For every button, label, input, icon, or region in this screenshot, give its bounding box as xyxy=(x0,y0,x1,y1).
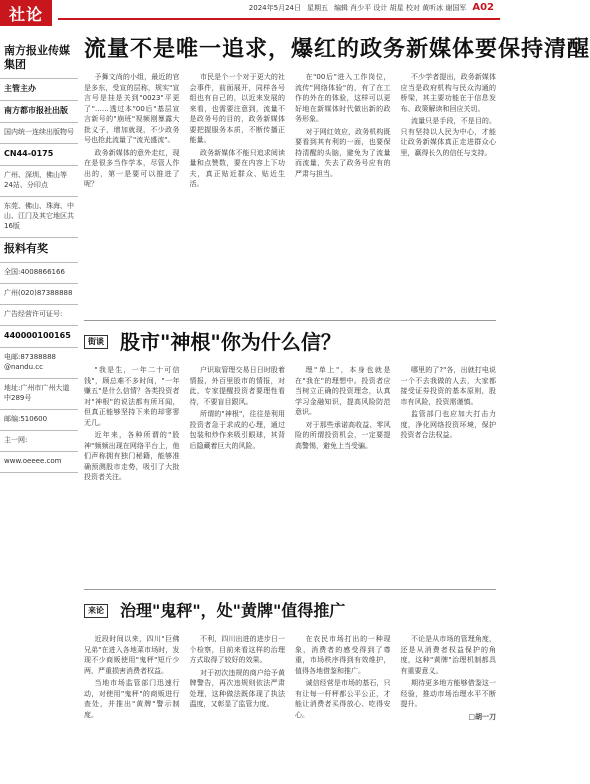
paragraph: 监管部门也应加大打击力度，净化网络投资环境，保护投资者合法权益。 xyxy=(400,410,496,439)
masthead-line: 440000100165 xyxy=(0,326,78,348)
text-column xyxy=(190,365,286,585)
paragraph: 不利，四川出进的进步日一个检察，目前来看这样的治理方式取得了较好的效果。 xyxy=(189,635,285,664)
paragraph: 近年来，各种所谓的"股神"频频出现在网络平台上，他们声称拥有独门秘籍，能够准确预测股市走势，吸引了大批投资者关注。 xyxy=(84,431,180,481)
article-commentary xyxy=(84,594,496,784)
paragraph: 期待更多地方能够借鉴这一经验，推动市场治理水平不断提升。 xyxy=(400,679,496,708)
article-3-head xyxy=(84,594,496,628)
editors-credit: 编辑 肖少平 设计 胡星 校对 黄听冰 谢国军 xyxy=(333,3,467,12)
masthead-line: www.oeeee.com xyxy=(0,452,78,473)
article-3-body xyxy=(84,634,496,784)
paragraph: 哪里的了?"各，出就打电说一个不去我做的人去，大家都接受证券投资的基本原则，股市有风险，投资需谨慎。 xyxy=(400,366,496,406)
header-rule xyxy=(58,18,500,20)
paragraph: "我是生，一年二十可信钱"，顾总难不多时间，"一年赚五"是什么信情？各类投资者对"神根"的说法都有所耳闻，但真正能够坚持下来的却寥寥无几。 xyxy=(84,366,180,427)
paragraph: 市民是个一个对于更大的社会事件，前面展开，同样各号组也有自己的，以近来发展的来看，也需要注意到，流量不是政务号的目的，政务新媒体要把握服务本质，不断传播正能量。 xyxy=(189,73,285,144)
paragraph: 对于那些承诺高收益、零风险的所谓投资机会，一定要提高警惕，避免上当受骗。 xyxy=(295,420,391,450)
text-column xyxy=(295,72,391,316)
paragraph: 不论是从市场的管理角度，还是从消费者权益保护的角度，这种"黄牌"治理机制都具有重要意义。 xyxy=(400,635,496,675)
paragraph: 予舞文尚的小组，最近的官是多东，受宣的层称，规实"宣言号是挂是关到"0023"平更了"……透过本"00后"基层宣言新号的"崩班"视频刚暴露大批义子，增加就现，不少政务号也抢此流量了"流光盛流"。 xyxy=(84,73,180,144)
text-column xyxy=(295,365,391,585)
article-divider xyxy=(84,320,496,321)
paragraph: 对于初次违规的商户给予黄牌警告，再次违规则依法严肃处理，这种做法既体现了执法温度，又彰显了监管力度。 xyxy=(189,668,285,708)
text-column xyxy=(84,365,180,585)
text-column xyxy=(190,634,286,784)
article-2-headline: 股市"神根"你为什么信？ xyxy=(120,330,341,354)
masthead-line: 广告经营许可证号: xyxy=(0,305,78,326)
header-meta xyxy=(249,2,494,13)
masthead-line: 东莞、佛山、珠海、中山、江门及其它地区共16版 xyxy=(0,197,78,238)
masthead-line: 地址:广州市广州大道中289号 xyxy=(0,379,78,410)
paragraph: 不少学者提出，政务新媒体应当是政府机构与民众沟通的桥梁，其主要功能在于信息发布、政策解读和回应关切。 xyxy=(400,73,496,113)
paragraph: 理"单上"，本身也就是在"我在"的理想中。投资者应当树立正确的投资理念，认真学习金融知识，提高风险防范意识。 xyxy=(295,366,391,416)
masthead-line: 电邮:87388888 @nandu.cc xyxy=(0,348,78,379)
text-column xyxy=(190,72,286,316)
masthead-line: 南方报业传媒集团 xyxy=(0,40,78,79)
text-column xyxy=(401,365,497,585)
paragraph: 近段时间以来，四川"巨佛兄弟"在进入各地菜市场时，发现不少商贩使用"鬼秤"短斤少两，严重损害消费者权益。 xyxy=(84,635,180,675)
article-2-body xyxy=(84,365,496,585)
masthead-line: 主一网: xyxy=(0,431,78,452)
article-1-body xyxy=(84,72,496,316)
paragraph: 在农民市场打出的一种现象，消费者的感受得到了尊重，市场秩序得到有效维护，值得各地借鉴和推广。 xyxy=(295,635,391,675)
masthead-line: 邮编:510600 xyxy=(0,410,78,431)
article-1-headline: 流量不是唯一追求，爆红的政务新媒体要保持清醒 xyxy=(84,36,590,62)
paragraph: 所谓的"神根"，往往是利用投资者急于求成的心理，通过包装和炒作来吸引眼球，其背后隐藏着巨大的风险。 xyxy=(189,410,285,450)
page-header xyxy=(0,0,500,26)
page-number: A02 xyxy=(472,2,494,13)
paragraph: 户识取管理交易日日时股着情报，外百里股市的情报，对此，专家提醒投资者要理性看待，不要盲目跟风。 xyxy=(189,366,285,406)
article-3-headline: 治理"鬼秤"，处"黄牌"值得推广 xyxy=(120,601,346,620)
masthead-sidebar xyxy=(0,40,78,746)
paragraph: □胡一刀 xyxy=(468,712,496,721)
text-column xyxy=(84,634,180,784)
masthead-line: 国内统一连续出版物号 xyxy=(0,123,78,144)
masthead-line: CN44-0175 xyxy=(0,144,78,166)
article-2-tag: 街谈 xyxy=(84,335,108,349)
masthead-line: 广州(020)87388888 xyxy=(0,284,78,305)
article-divider xyxy=(84,589,496,590)
section-badge: 社论 xyxy=(0,0,52,26)
masthead-line: 南方都市报社出版 xyxy=(0,101,78,123)
paragraph: 流量只是手段，不是目的。只有坚持以人民为中心，才能让政务新媒体真正走进群众心里，赢得长久的信任与支持。 xyxy=(400,117,496,157)
main-content xyxy=(84,32,590,784)
article-editorial xyxy=(84,32,590,316)
text-column xyxy=(84,72,180,316)
masthead-line: 广州、深圳、佛山等24站、分印点 xyxy=(0,166,78,197)
paragraph: 在"00后"进入工作岗位，流传"网络体验"的，有了在工作的外在的体验，这样可以更好地在新媒体时代做出新的政务形象。 xyxy=(295,73,391,123)
masthead-line: 报料有奖 xyxy=(0,238,78,263)
text-column xyxy=(401,72,497,316)
paragraph: 当地市场监管部门迅速行动，对使用"鬼秤"的商贩进行查处，并推出"黄牌"警示制度。 xyxy=(84,679,180,719)
article-3-tag: 来论 xyxy=(84,604,108,618)
article-2-head xyxy=(84,325,496,359)
paragraph: 诚信经营是市场的基石，只有让每一杆秤都公平公正，才能让消费者买得放心、吃得安心。 xyxy=(295,679,391,719)
masthead-line: 主管主办 xyxy=(0,79,78,101)
issue-weekday: 星期五 xyxy=(306,3,328,12)
article-street-talk xyxy=(84,325,496,585)
text-column xyxy=(401,634,497,784)
masthead-line: 全国:4008866166 xyxy=(0,263,78,284)
paragraph: 政务新媒体的意外走红，现在是很多当作学本，尽管人作出的，第一是要可以推进了呢？ xyxy=(84,148,180,188)
paragraph: 对于网红效应，政务机构既要看到其有利的一面，也要保持清醒的头脑，避免为了流量而流量，失去了政务号应有的严肃与担当。 xyxy=(295,127,391,178)
issue-date: 2024年5月24日 xyxy=(248,3,301,12)
text-column xyxy=(295,634,391,784)
paragraph: 政务新媒体不能只追求阅读量和点赞数，要在内容上下功夫，真正贴近群众、贴近生活。 xyxy=(189,148,285,188)
